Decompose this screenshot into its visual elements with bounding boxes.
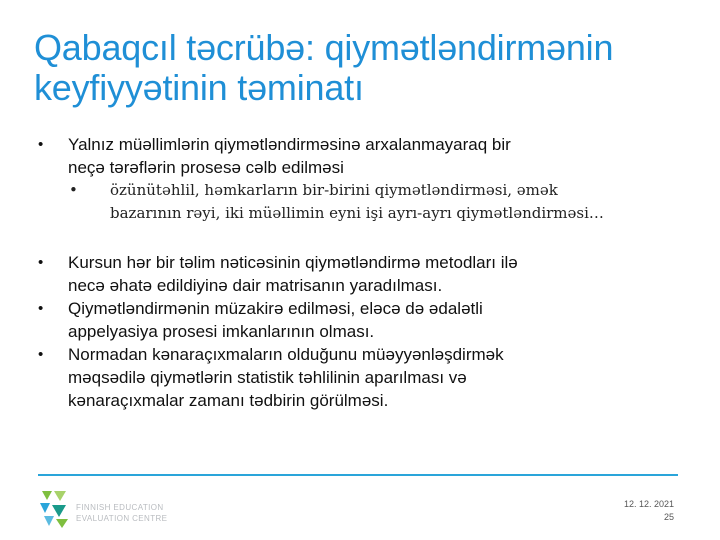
bullet-line: Yalnız müəllimlərin qiymətləndirməsinə arxalanmayaraq bir (68, 135, 511, 154)
bullet-line: məqsədilə qiymətlərin statistik təhlilinin aparılması və (68, 368, 467, 387)
bullet-marker: • (38, 254, 44, 271)
bullet-item (38, 297, 698, 343)
bullet-line: kənaraçıxmalar zamanı tədbirin görülməsi. (68, 391, 389, 410)
bullet-line: necə əhatə edildiyinə dair matrisanın yaradılması. (68, 276, 443, 295)
bullet-line: Kursun hər bir təlim nəticəsinin qiymətləndirmə metodları ilə (68, 253, 518, 272)
sub-bullet-marker: • (69, 181, 78, 199)
slide-title-line: Qabaqcıl təcrübə: qiymətləndirmənin (34, 27, 614, 68)
bullet-line: neçə tərəflərin prosesə cəlb edilməsi (68, 158, 344, 177)
bullet-marker: • (38, 136, 44, 153)
slide-date: 12. 12. 2021 (623, 499, 674, 509)
sub-bullet-line: özünütəhlil, həmkarların bir-birini qiymətləndirməsi, əmək (110, 181, 558, 199)
bullet-line: Qiymətləndirmənin müzakirə edilməsi, eləcə də ədalətli (68, 299, 483, 318)
slide-body (38, 133, 698, 412)
bullet-item (38, 133, 698, 179)
logo-wordmark-line: FINNISH EDUCATION (76, 503, 164, 512)
bullet-item (38, 251, 698, 297)
logo-wordmark-line: EVALUATION CENTRE (76, 514, 168, 523)
bullet-marker: • (38, 300, 44, 317)
sub-bullet-item (68, 179, 698, 225)
footer-divider (38, 474, 678, 476)
bullet-line: appelyasiya prosesi imkanlarının olması. (68, 322, 375, 341)
logo-wordmark (76, 502, 167, 524)
page-number: 25 (663, 512, 674, 522)
bullet-item (38, 343, 698, 412)
sub-bullet-line: bazarının rəyi, iki müəllimin eyni işi ayrı-ayrı qiymətləndirməsi… (110, 204, 604, 222)
slide-title-line: keyfiyyətinin təminatı (34, 67, 364, 108)
slide-title (34, 28, 694, 108)
bullet-line: Normadan kənaraçıxmaların olduğunu müəyyənləşdirmək (68, 345, 504, 364)
bullet-marker: • (38, 346, 44, 363)
